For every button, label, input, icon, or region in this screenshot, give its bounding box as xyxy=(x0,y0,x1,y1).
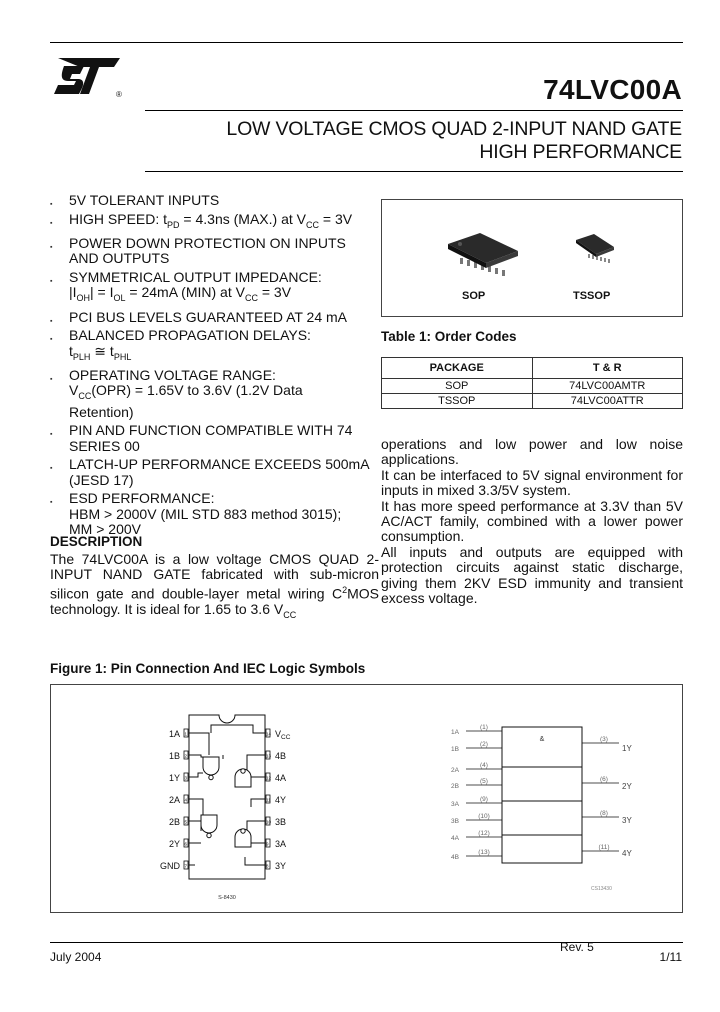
svg-text:3: 3 xyxy=(184,775,188,781)
order-codes-table xyxy=(381,357,683,409)
table-header-row xyxy=(382,358,683,379)
pin-label: 1B xyxy=(168,751,180,761)
tssop-label: TSSOP xyxy=(573,290,611,302)
feature-item: ▪ 5V TOLERANT INPUTS xyxy=(50,193,370,209)
pin-label: 3B xyxy=(275,817,287,827)
iec-input-label: 2A xyxy=(451,767,459,774)
table-cell: SOP xyxy=(382,379,533,394)
feature-item: ▪ PIN AND FUNCTION COMPATIBLE WITH 74 SERIES 00 xyxy=(50,423,370,454)
iec-pin-number: (6) xyxy=(600,776,608,783)
svg-text:2: 2 xyxy=(184,753,188,759)
trademark-symbol: ® xyxy=(116,90,122,99)
feature-item: ▪ ESD PERFORMANCE: HBM > 2000V (MIL STD 883 method 3015); MM > 200V xyxy=(50,491,370,538)
tssop-package-image xyxy=(576,234,614,263)
description-paragraph: It has more speed performance at 3.3V than 5V AC/ACT family, combined with a lower power consumption. xyxy=(381,497,683,545)
pin-label: 2B xyxy=(168,817,180,827)
iec-pin-number: (13) xyxy=(478,849,490,856)
svg-text:11: 11 xyxy=(266,797,271,803)
iec-output-label: 2Y xyxy=(622,782,632,791)
iec-pin-number: (12) xyxy=(478,830,490,837)
feature-item: ▪ HIGH SPEED: $t_{PD} = 4.3ns$ (MAX.) at $V_{CC} = 3V$ xyxy=(50,212,370,233)
svg-text:14: 14 xyxy=(266,731,272,737)
figure-caption: Figure 1: Pin Connection And IEC Logic Symbols xyxy=(50,661,366,676)
feature-item: ▪ POWER DOWN PROTECTION ON INPUTS AND OUTPUTS xyxy=(50,236,370,267)
svg-text:6: 6 xyxy=(184,841,188,847)
pin-label: 1Y xyxy=(168,773,180,783)
iec-pin-number: (5) xyxy=(480,778,488,785)
iec-input-label: 3A xyxy=(451,801,459,808)
features-list xyxy=(50,193,370,541)
sop-label: SOP xyxy=(462,290,486,302)
dip-package xyxy=(160,715,291,901)
iec-input-label: 2B xyxy=(451,783,459,790)
figure-code-right: CS13430 xyxy=(591,886,612,892)
pin-label: 3A xyxy=(275,839,287,849)
feature-item: ▪ LATCH-UP PERFORMANCE EXCEEDS 500mA (JESD 17) xyxy=(50,457,370,488)
table-cell: 74LVC00ATTR xyxy=(532,394,683,409)
svg-text:5: 5 xyxy=(184,819,188,825)
iec-output-label: 4Y xyxy=(622,849,632,858)
part-number: 74LVC00A xyxy=(543,74,682,105)
svg-text:7: 7 xyxy=(184,863,188,869)
pin-connection-diagram xyxy=(51,685,682,912)
package-illustrations xyxy=(382,200,682,316)
iec-logic-symbol xyxy=(451,724,632,892)
description-paragraph: operations and low power and low noise applications. xyxy=(381,436,683,468)
title-rule xyxy=(145,110,683,111)
feature-item: ▪ PCI BUS LEVELS GUARANTEED AT 24 mA xyxy=(50,310,370,326)
feature-item: ▪ SYMMETRICAL OUTPUT IMPEDANCE: $|I_{OH}| = I_{OL} = 24mA$ (MIN) at $V_{CC} = 3V$ xyxy=(50,270,370,307)
iec-input-label: 3B xyxy=(451,818,459,825)
iec-pin-number: (9) xyxy=(480,796,488,803)
iec-pin-number: (3) xyxy=(600,736,608,743)
svg-text:12: 12 xyxy=(266,775,272,781)
order-table-caption: Table 1: Order Codes xyxy=(381,329,517,344)
pin-label-vcc: $V_{CC}$ xyxy=(275,729,291,741)
iec-pin-number: (10) xyxy=(478,813,490,820)
pin-label: 3Y xyxy=(275,861,287,871)
table-header-cell: PACKAGE xyxy=(382,358,533,379)
svg-text:10: 10 xyxy=(266,819,272,825)
iec-output-label: 3Y xyxy=(622,816,632,825)
title-line-2: HIGH PERFORMANCE xyxy=(479,141,682,163)
svg-text:4: 4 xyxy=(184,797,188,803)
description-paragraph: All inputs and outputs are equipped with protection circuits against static discharge, giving them 2KV ESD immunity and transient excess voltage. xyxy=(381,543,683,607)
table-cell: TSSOP xyxy=(382,394,533,409)
title-line-1: LOW VOLTAGE CMOS QUAD 2-INPUT NAND GATE xyxy=(226,118,682,140)
iec-input-label: 4B xyxy=(451,854,459,861)
iec-and-symbol: & xyxy=(539,736,545,743)
pin-label: 2A xyxy=(168,795,180,805)
iec-input-label: 4A xyxy=(451,835,459,842)
header-bottom-rule xyxy=(145,171,683,172)
iec-output-label: 1Y xyxy=(622,744,632,753)
description-continued xyxy=(381,437,683,606)
pin-label: 2Y xyxy=(168,839,180,849)
iec-pin-number: (2) xyxy=(480,741,488,748)
description-text: The 74LVC00A is a low voltage CMOS QUAD 2-INPUT NAND GATE fabricated with sub-micron silicon gate and double-layer metal wiring $C^2MOS$ technology. It is ideal for 1.65 to 3.6 $V_{CC}$ xyxy=(50,551,379,620)
top-rule xyxy=(50,42,683,43)
feature-item: ▪ OPERATING VOLTAGE RANGE: $V_{CC}(OPR) = 1.65V$ to 3.6V (1.2V Data Retention) xyxy=(50,368,370,420)
pin-label: 4B xyxy=(275,751,287,761)
iec-input-label: 1B xyxy=(451,746,459,753)
figure-box xyxy=(50,684,683,913)
svg-text:9: 9 xyxy=(266,841,269,847)
iec-pin-number: (4) xyxy=(480,762,488,769)
package-images-box xyxy=(381,199,683,317)
footer-page-number: 1/11 xyxy=(659,950,682,964)
svg-text:8: 8 xyxy=(266,863,269,869)
footer-revision: Rev. 5 xyxy=(560,940,594,954)
iec-pin-number: (11) xyxy=(598,844,610,851)
iec-pin-number: (1) xyxy=(480,724,488,731)
nand-gate-icons xyxy=(201,757,251,847)
description-heading: DESCRIPTION xyxy=(50,534,143,549)
svg-text:1: 1 xyxy=(184,731,188,737)
iec-input-label: 1A xyxy=(451,729,459,736)
footer-date: July 2004 xyxy=(50,950,102,964)
pin-label: 4Y xyxy=(275,795,287,805)
description-paragraph: It can be interfaced to 5V signal environment for inputs in mixed 3.3/5V system. xyxy=(381,466,683,499)
pin-label: GND xyxy=(160,861,180,871)
table-cell: 74LVC00AMTR xyxy=(532,379,683,394)
table-header-cell: T & R xyxy=(532,358,683,379)
pin-label: 1A xyxy=(168,729,180,739)
svg-text:13: 13 xyxy=(266,753,272,759)
figure-code-left: S-8430 xyxy=(218,895,236,901)
table-row xyxy=(382,394,683,409)
table-row xyxy=(382,379,683,394)
pin-label: 4A xyxy=(275,773,287,783)
iec-pin-number: (8) xyxy=(600,810,608,817)
sop-package-image xyxy=(448,233,518,276)
feature-item: ▪ BALANCED PROPAGATION DELAYS: $t_{PLH}$ ≅ $t_{PHL}$ xyxy=(50,328,370,365)
